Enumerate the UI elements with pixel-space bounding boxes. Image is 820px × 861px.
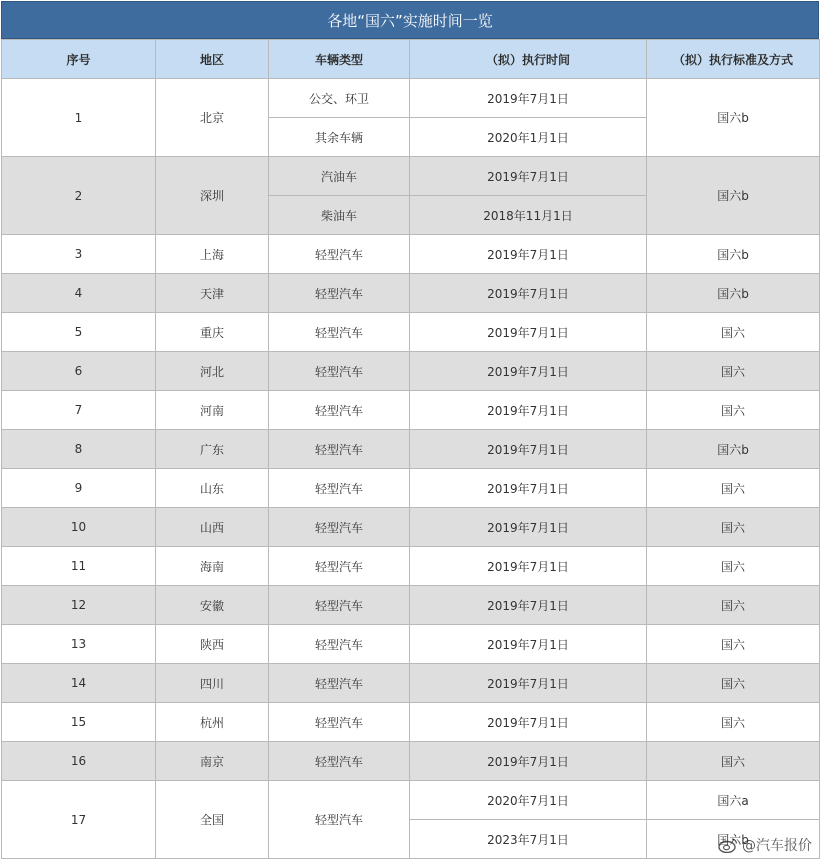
table-container bbox=[1, 1, 819, 859]
watermark bbox=[718, 835, 812, 855]
table-row bbox=[2, 703, 820, 742]
header-row bbox=[2, 40, 820, 79]
cell-standard: 国六 bbox=[647, 547, 820, 586]
cell-region: 四川 bbox=[156, 664, 269, 703]
cell-region: 天津 bbox=[156, 274, 269, 313]
cell-date: 2019年7月1日 bbox=[410, 313, 647, 352]
table-title: 各地“国六”实施时间一览 bbox=[1, 1, 819, 39]
cell-no: 4 bbox=[2, 274, 156, 313]
cell-date: 2019年7月1日 bbox=[410, 430, 647, 469]
cell-no: 14 bbox=[2, 664, 156, 703]
cell-vehicle-type: 其余车辆 bbox=[269, 118, 410, 157]
cell-vehicle-type: 轻型汽车 bbox=[269, 664, 410, 703]
cell-no: 11 bbox=[2, 547, 156, 586]
table-row bbox=[2, 469, 820, 508]
cell-vehicle-type: 轻型汽车 bbox=[269, 313, 410, 352]
cell-no: 17 bbox=[2, 781, 156, 859]
cell-region: 深圳 bbox=[156, 157, 269, 235]
watermark-text: @汽车报价 bbox=[742, 838, 812, 854]
weibo-icon bbox=[718, 837, 738, 853]
cell-no: 9 bbox=[2, 469, 156, 508]
cell-region: 上海 bbox=[156, 235, 269, 274]
cell-region: 陕西 bbox=[156, 625, 269, 664]
cell-standard: 国六b bbox=[647, 235, 820, 274]
table-row bbox=[2, 781, 820, 820]
cell-region: 杭州 bbox=[156, 703, 269, 742]
cell-vehicle-type: 轻型汽车 bbox=[269, 469, 410, 508]
cell-region: 重庆 bbox=[156, 313, 269, 352]
cell-standard: 国六 bbox=[647, 508, 820, 547]
cell-standard: 国六 bbox=[647, 586, 820, 625]
cell-date: 2019年7月1日 bbox=[410, 469, 647, 508]
cell-date: 2019年7月1日 bbox=[410, 586, 647, 625]
header-vehicle-type: 车辆类型 bbox=[269, 40, 410, 79]
cell-region: 山东 bbox=[156, 469, 269, 508]
cell-standard: 国六 bbox=[647, 703, 820, 742]
table-row bbox=[2, 547, 820, 586]
cell-no: 7 bbox=[2, 391, 156, 430]
cell-vehicle-type: 轻型汽车 bbox=[269, 391, 410, 430]
cell-standard: 国六b bbox=[647, 820, 820, 859]
cell-date: 2019年7月1日 bbox=[410, 274, 647, 313]
cell-standard: 国六b bbox=[647, 157, 820, 235]
cell-standard: 国六 bbox=[647, 664, 820, 703]
cell-date: 2019年7月1日 bbox=[410, 235, 647, 274]
cell-standard: 国六 bbox=[647, 469, 820, 508]
cell-no: 2 bbox=[2, 157, 156, 235]
cell-no: 8 bbox=[2, 430, 156, 469]
cell-date: 2019年7月1日 bbox=[410, 79, 647, 118]
header-standard: （拟）执行标准及方式 bbox=[647, 40, 820, 79]
table-row bbox=[2, 79, 820, 118]
cell-vehicle-type: 轻型汽车 bbox=[269, 430, 410, 469]
cell-standard: 国六b bbox=[647, 79, 820, 157]
cell-no: 13 bbox=[2, 625, 156, 664]
cell-vehicle-type: 轻型汽车 bbox=[269, 352, 410, 391]
cell-no: 15 bbox=[2, 703, 156, 742]
table-row bbox=[2, 391, 820, 430]
table-row bbox=[2, 430, 820, 469]
cell-standard: 国六 bbox=[647, 391, 820, 430]
cell-date: 2019年7月1日 bbox=[410, 508, 647, 547]
cell-date: 2019年7月1日 bbox=[410, 703, 647, 742]
cell-region: 海南 bbox=[156, 547, 269, 586]
table-row bbox=[2, 664, 820, 703]
cell-date: 2019年7月1日 bbox=[410, 391, 647, 430]
table-row bbox=[2, 625, 820, 664]
table-row bbox=[2, 313, 820, 352]
cell-date: 2019年7月1日 bbox=[410, 157, 647, 196]
cell-vehicle-type: 轻型汽车 bbox=[269, 235, 410, 274]
table-row bbox=[2, 352, 820, 391]
cell-vehicle-type: 轻型汽车 bbox=[269, 547, 410, 586]
cell-region: 安徽 bbox=[156, 586, 269, 625]
table-row bbox=[2, 586, 820, 625]
cell-date: 2019年7月1日 bbox=[410, 664, 647, 703]
cell-no: 16 bbox=[2, 742, 156, 781]
header-no: 序号 bbox=[2, 40, 156, 79]
cell-vehicle-type: 柴油车 bbox=[269, 196, 410, 235]
cell-standard: 国六 bbox=[647, 313, 820, 352]
cell-region: 河南 bbox=[156, 391, 269, 430]
cell-standard: 国六b bbox=[647, 274, 820, 313]
table-row bbox=[2, 508, 820, 547]
cell-date: 2019年7月1日 bbox=[410, 742, 647, 781]
cell-vehicle-type: 轻型汽车 bbox=[269, 586, 410, 625]
table-row bbox=[2, 274, 820, 313]
cell-vehicle-type: 轻型汽车 bbox=[269, 508, 410, 547]
cell-no: 10 bbox=[2, 508, 156, 547]
cell-region: 北京 bbox=[156, 79, 269, 157]
cell-no: 1 bbox=[2, 79, 156, 157]
implementation-table bbox=[1, 39, 820, 859]
cell-vehicle-type: 轻型汽车 bbox=[269, 274, 410, 313]
cell-vehicle-type: 轻型汽车 bbox=[269, 742, 410, 781]
cell-no: 3 bbox=[2, 235, 156, 274]
cell-standard: 国六 bbox=[647, 625, 820, 664]
cell-vehicle-type: 轻型汽车 bbox=[269, 703, 410, 742]
cell-standard: 国六 bbox=[647, 742, 820, 781]
cell-region: 山西 bbox=[156, 508, 269, 547]
cell-no: 6 bbox=[2, 352, 156, 391]
cell-date: 2018年11月1日 bbox=[410, 196, 647, 235]
table-row bbox=[2, 157, 820, 196]
cell-vehicle-type: 轻型汽车 bbox=[269, 781, 410, 859]
cell-date: 2019年7月1日 bbox=[410, 352, 647, 391]
header-region: 地区 bbox=[156, 40, 269, 79]
cell-vehicle-type: 轻型汽车 bbox=[269, 625, 410, 664]
cell-standard: 国六b bbox=[647, 430, 820, 469]
cell-region: 河北 bbox=[156, 352, 269, 391]
cell-vehicle-type: 公交、环卫 bbox=[269, 79, 410, 118]
cell-region: 广东 bbox=[156, 430, 269, 469]
cell-date: 2020年7月1日 bbox=[410, 781, 647, 820]
cell-standard: 国六 bbox=[647, 352, 820, 391]
cell-date: 2019年7月1日 bbox=[410, 625, 647, 664]
cell-date: 2019年7月1日 bbox=[410, 547, 647, 586]
cell-date: 2020年1月1日 bbox=[410, 118, 647, 157]
cell-no: 12 bbox=[2, 586, 156, 625]
cell-no: 5 bbox=[2, 313, 156, 352]
cell-region: 全国 bbox=[156, 781, 269, 859]
cell-standard: 国六a bbox=[647, 781, 820, 820]
cell-date: 2023年7月1日 bbox=[410, 820, 647, 859]
cell-vehicle-type: 汽油车 bbox=[269, 157, 410, 196]
header-date: （拟）执行时间 bbox=[410, 40, 647, 79]
table-row bbox=[2, 235, 820, 274]
cell-region: 南京 bbox=[156, 742, 269, 781]
table-row bbox=[2, 742, 820, 781]
